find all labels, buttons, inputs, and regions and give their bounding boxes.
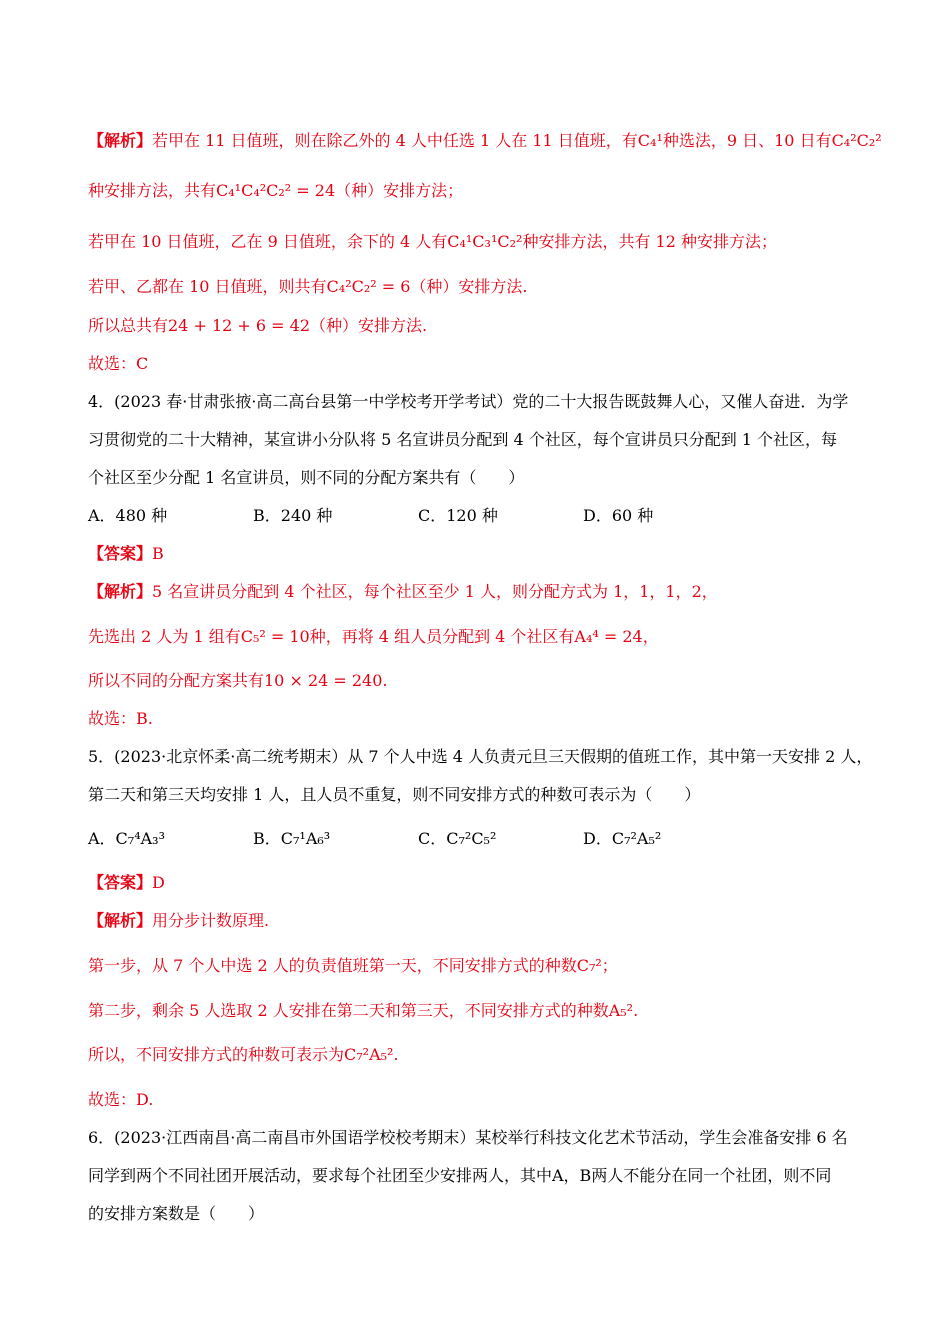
answer-label: 【答案】 bbox=[88, 544, 153, 563]
analysis-line-4: 若甲、乙都在 10 日值班，则共有C₄²C₂² = 6（种）安排方法. bbox=[88, 277, 528, 296]
analysis-text: 5 名宣讲员分配到 4 个社区，每个社区至少 1 人，则分配方式为 1，1，1，2， bbox=[152, 582, 718, 601]
q5-analysis-line-2: 第一步，从 7 个人中选 2 人的负责值班第一天，不同安排方式的种数C₇²； bbox=[88, 956, 618, 975]
q4-option-c: C．120 种 bbox=[418, 506, 498, 525]
q5-analysis-line-4: 所以，不同安排方式的种数可表示为C₇²A₅². bbox=[88, 1045, 399, 1064]
q4-option-b: B．240 种 bbox=[253, 506, 333, 525]
q5-option-c: C．C₇²C₅² bbox=[418, 829, 497, 848]
q4-analysis-line-2: 先选出 2 人为 1 组有C₅² = 10种，再将 4 组人员分配到 4 个社区有A₄⁴ = 24， bbox=[88, 627, 659, 646]
analysis-text: 若甲在 11 日值班，则在除乙外的 4 人中任选 1 人在 11 日值班，有C₄¹种选法，9 日、10 日有C₄²C₂² bbox=[152, 131, 882, 150]
answer-label: 【答案】 bbox=[88, 873, 153, 892]
q5-analysis-line-3: 第二步，剩余 5 人选取 2 人安排在第二天和第三天，不同安排方式的种数A₅². bbox=[88, 1001, 639, 1020]
q5-stem-line-2: 第二天和第三天均安排 1 人，且人员不重复，则不同安排方式的种数可表示为（ ） bbox=[88, 785, 701, 804]
q4-analysis-line-3: 所以不同的分配方案共有10 × 24 = 240. bbox=[88, 671, 388, 690]
q4-stem-line-2: 习贯彻党的二十大精神，某宣讲小分队将 5 名宣讲员分配到 4 个社区，每个宣讲员只分配到 1 个社区，每 bbox=[88, 430, 838, 449]
q4-answer bbox=[88, 543, 862, 565]
analysis-label: 【解析】 bbox=[88, 131, 153, 150]
analysis-line-2: 种安排方法，共有C₄¹C₄²C₂² = 24（种）安排方法； bbox=[88, 181, 464, 200]
q5-option-a: A．C₇⁴A₃³ bbox=[88, 829, 166, 848]
q5-stem-line-1: 5．(2023·北京怀柔·高二统考期末）从 7 个人中选 4 人负责元旦三天假期的值班工作，其中第一天安排 2 人， bbox=[88, 747, 873, 766]
q4-option-a: A．480 种 bbox=[88, 506, 168, 525]
analysis-conclusion: 故选：C bbox=[88, 354, 149, 373]
q5-option-d: D．C₇²A₅² bbox=[583, 829, 662, 848]
answer-value: D bbox=[152, 873, 165, 892]
q4-stem-line-1: 4．(2023 春·甘肃张掖·高二高台县第一中学校考开学考试）党的二十大报告既鼓舞人心，又催人奋进．为学 bbox=[88, 392, 849, 411]
q6-stem-line-1: 6．(2023·江西南昌·高二南昌市外国语学校校考期末）某校举行科技文化艺术节活动，学生会准备安排 6 名 bbox=[88, 1128, 848, 1147]
q5-option-b: B．C₇¹A₆³ bbox=[253, 829, 331, 848]
q4-option-d: D．60 种 bbox=[583, 506, 654, 525]
answer-value: B bbox=[152, 544, 164, 563]
q4-stem-line-3: 个社区至少分配 1 名宣讲员，则不同的分配方案共有（ ） bbox=[88, 468, 525, 487]
q4-analysis-line-1 bbox=[88, 581, 862, 603]
q5-options bbox=[88, 828, 862, 850]
analysis-line-1 bbox=[88, 130, 882, 152]
q5-analysis-line-1 bbox=[88, 910, 862, 932]
analysis-text: 用分步计数原理. bbox=[152, 911, 270, 930]
analysis-label: 【解析】 bbox=[88, 911, 153, 930]
analysis-line-3: 若甲在 10 日值班，乙在 9 日值班，余下的 4 人有C₄¹C₃¹C₂²种安排方法，共有 12 种安排方法； bbox=[88, 232, 777, 251]
q6-stem-line-3: 的安排方案数是（ ） bbox=[88, 1204, 265, 1223]
analysis-label: 【解析】 bbox=[88, 582, 153, 601]
q4-options bbox=[88, 505, 862, 527]
analysis-line-5: 所以总共有24 + 12 + 6 = 42（种）安排方法. bbox=[88, 316, 428, 335]
q4-analysis-conclusion: 故选：B. bbox=[88, 709, 153, 728]
q6-stem-line-2: 同学到两个不同社团开展活动，要求每个社团至少安排两人，其中A，B两人不能分在同一个社团，则不同 bbox=[88, 1166, 832, 1185]
q5-answer bbox=[88, 872, 862, 894]
q5-analysis-conclusion: 故选：D. bbox=[88, 1090, 154, 1109]
